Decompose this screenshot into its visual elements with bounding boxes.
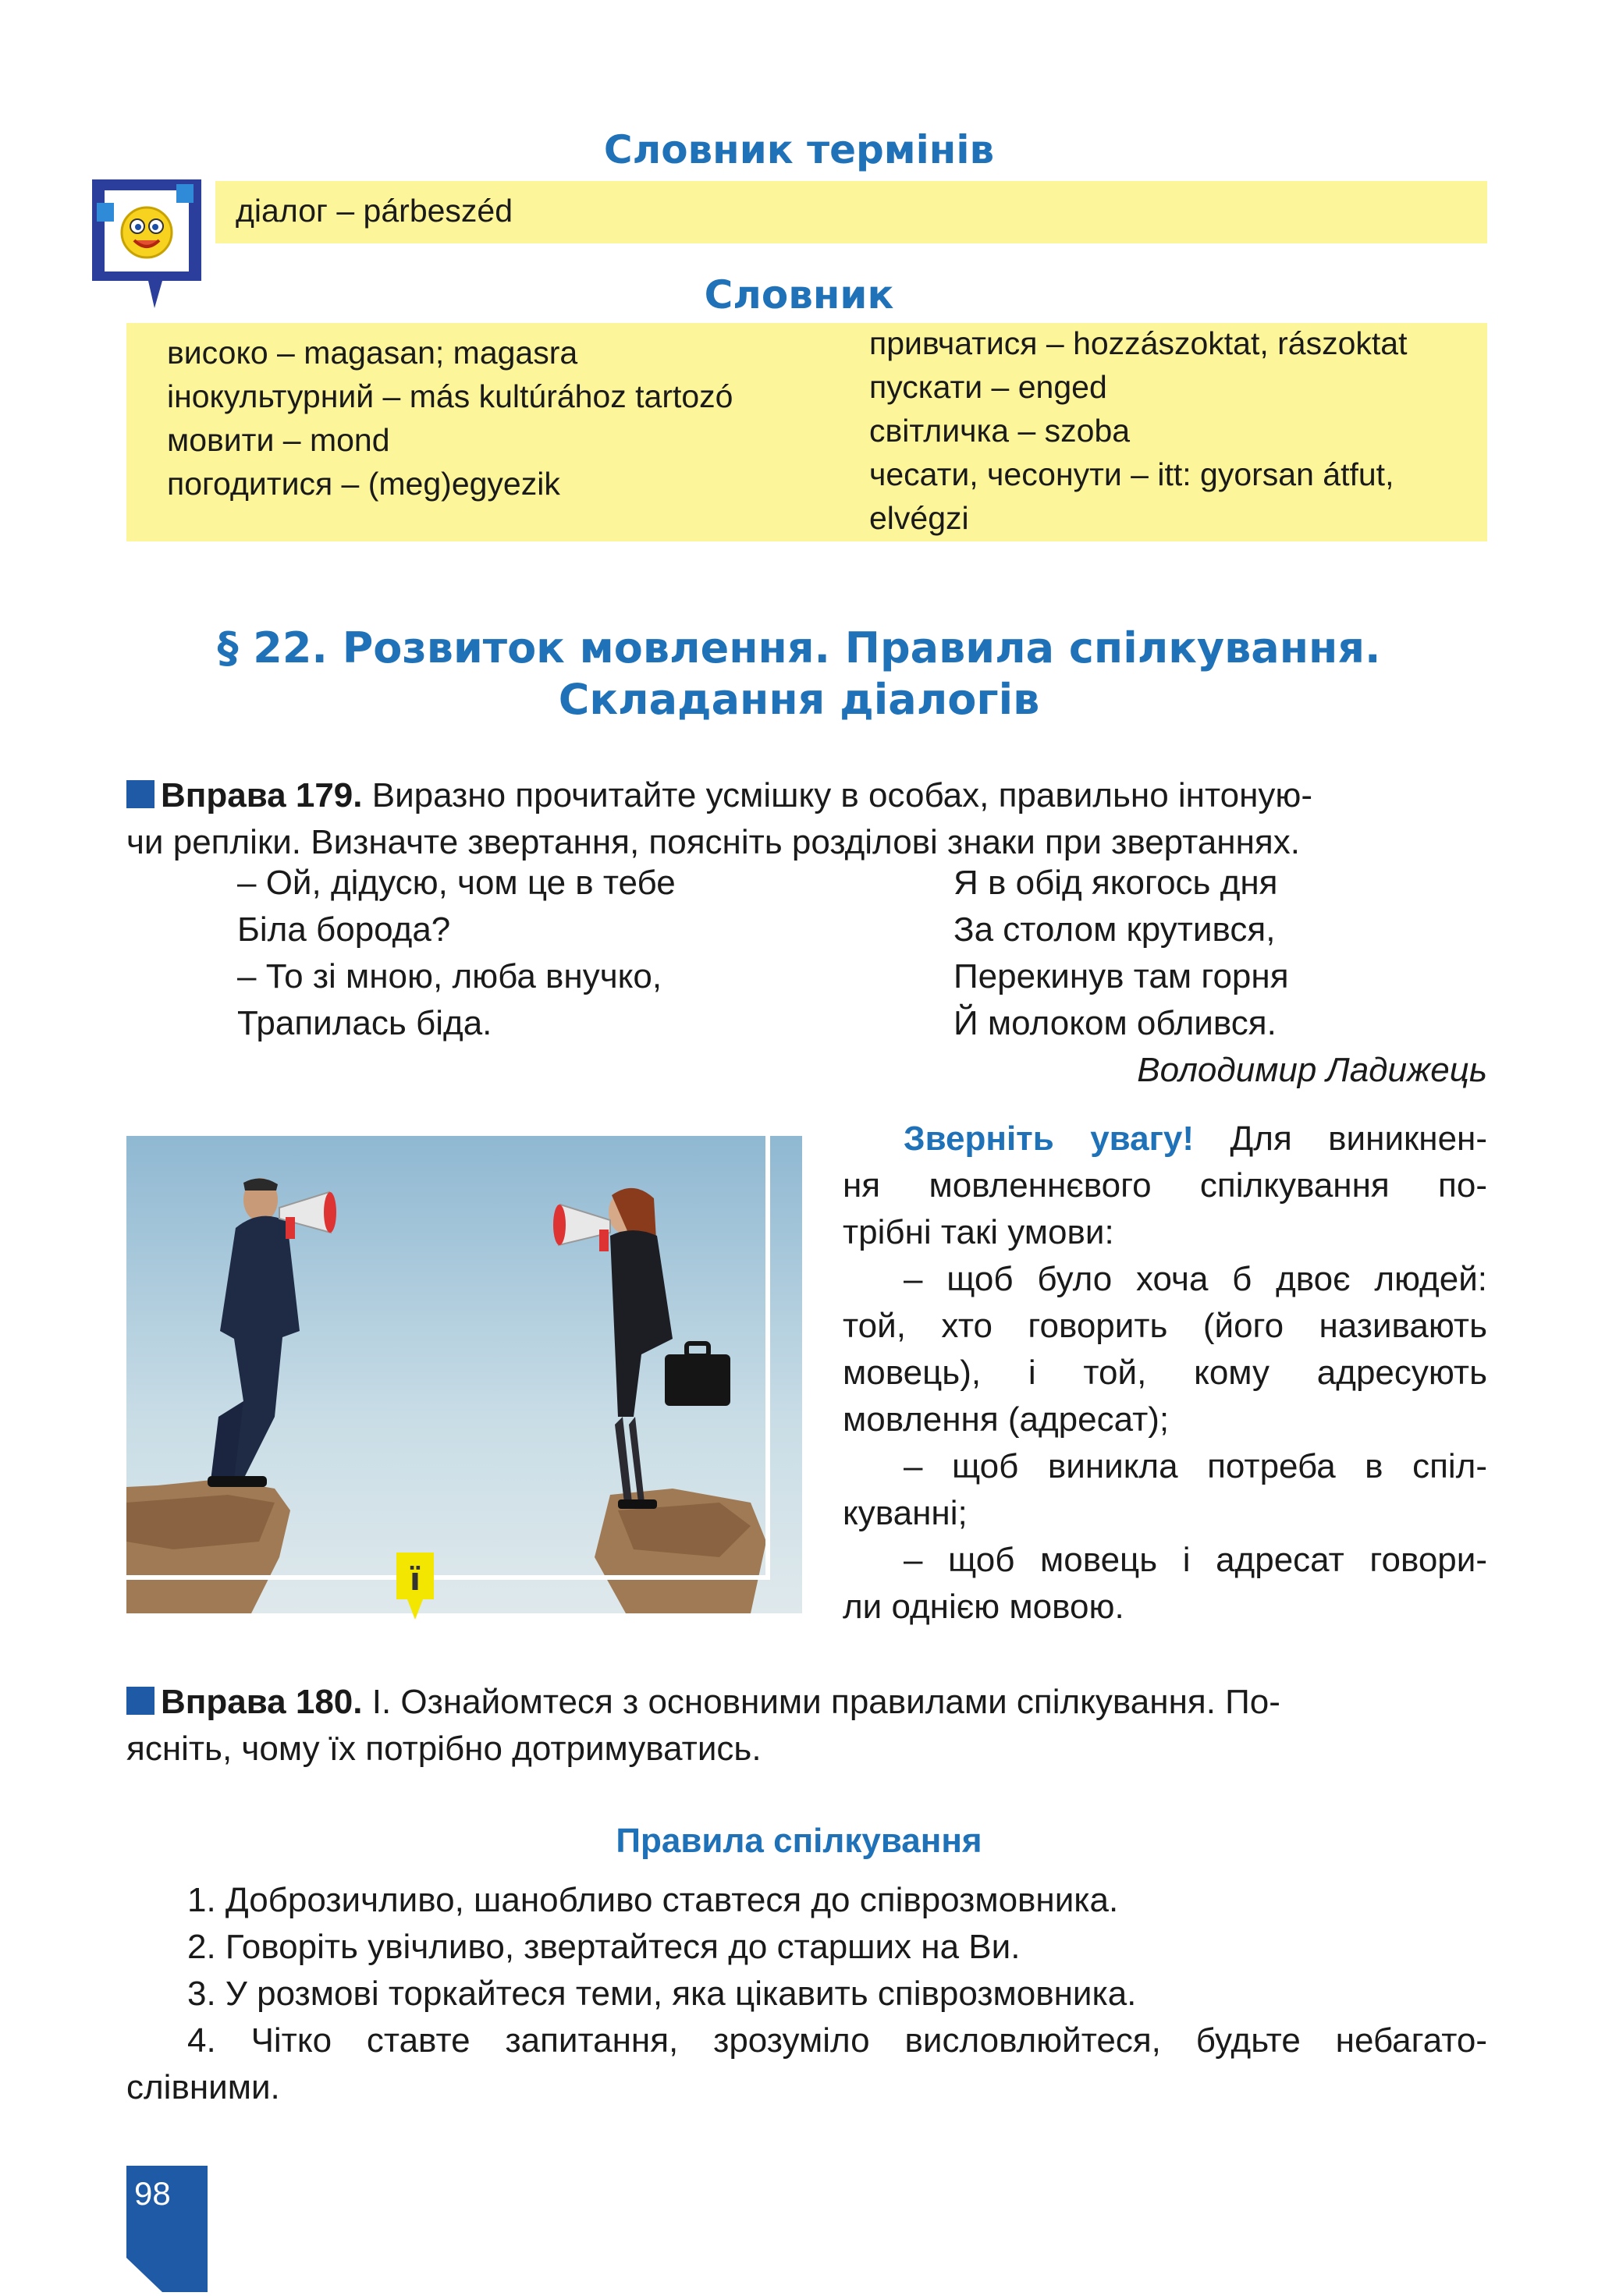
attention-text: мовець), і той, кому адресують (843, 1354, 1487, 1392)
rule-item: 2. Говоріть увічливо, звертайтеся до старших на Ви. (187, 1928, 1021, 1966)
exercise-text: чи репліки. Визначте звертання, поясніть розділові знаки при звертаннях. (126, 823, 1300, 861)
exercise-text: І. Ознайомтеся з основними правилами спілкування. По- (362, 1683, 1280, 1721)
poem-right (953, 860, 1289, 1047)
exercise-marker (126, 1687, 154, 1715)
exercise-marker (126, 780, 154, 808)
attention-text: ня мовленнєвого спілкування по- (843, 1166, 1487, 1205)
exercise-text: Виразно прочитайте усмішку в особах, правильно інтоную- (362, 776, 1313, 814)
marker-icon (396, 1553, 434, 1621)
rule-item: 3. У розмові торкайтеся теми, яка цікавить співрозмовника. (187, 1975, 1137, 2013)
illustration-megaphones (126, 1136, 802, 1613)
poem-line: Біла борода? (237, 910, 451, 949)
poem-line: – То зі мною, люба внучко, (237, 957, 662, 995)
exercise-180 (126, 1679, 1487, 1773)
dictionary-title: Словник (704, 272, 894, 318)
exercise-label: Вправа 179. (161, 776, 363, 814)
dictionary-right-item: привчатися – hozzászoktat, rászoktat (869, 325, 1408, 361)
section-title (0, 623, 1598, 726)
rule-item: 4. Чітко ставте запитання, зрозуміло висловлюйтеся, будьте небагато- (187, 2021, 1487, 2060)
dictionary-left-column (167, 331, 733, 506)
glossary-title: Словник термінів (603, 127, 995, 172)
dictionary-right-item: elvégzi (869, 500, 969, 536)
attention-label: Зверніть увагу! (904, 1120, 1195, 1158)
svg-text:ї: ї (410, 1562, 421, 1598)
poem-line: Й молоком облився. (953, 1004, 1277, 1042)
exercise-179 (126, 772, 1487, 866)
dictionary-right-item: пускати – enged (869, 369, 1107, 405)
poem-line: Трапилась біда. (237, 1004, 492, 1042)
attention-text: – щоб виникла потреба в спіл- (904, 1447, 1487, 1485)
attention-note (843, 1116, 1487, 1631)
dictionary-right-item: світличка – szoba (869, 413, 1131, 449)
poem-line: Я в обід якогось дня (953, 864, 1278, 902)
rule-item: слівними. (126, 2068, 280, 2106)
dictionary-left-item: високо – magasan; magasra (167, 335, 578, 371)
poem-line: За столом крутився, (953, 910, 1276, 949)
poem-line: – Ой, дідусю, чом це в тебе (237, 864, 676, 902)
dictionary-left-item: інокультурний – más kultúrához tartozó (167, 378, 733, 414)
rules-list (126, 1877, 1487, 2111)
attention-text: Для виникнен- (1194, 1120, 1487, 1158)
page-number-tab (126, 2166, 208, 2292)
poem-author: Володимир Ладижець (1137, 1051, 1487, 1089)
poem-line: Перекинув там горня (953, 957, 1289, 995)
attention-text: ли однією мовою. (843, 1588, 1124, 1626)
attention-text: мовлення (адресат); (843, 1400, 1170, 1439)
dictionary-box (126, 323, 1487, 541)
exercise-label: Вправа 180. (161, 1683, 363, 1721)
attention-text: трібні такі умови: (843, 1213, 1114, 1251)
page-number: 98 (134, 2175, 171, 2212)
glossary-box (215, 181, 1487, 243)
attention-text: – щоб було хоча б двоє людей: (904, 1260, 1487, 1298)
dictionary-right-column (869, 321, 1408, 540)
dictionary-left-item: мовити – mond (167, 422, 390, 458)
attention-text: той, хто говорить (його називають (843, 1307, 1487, 1345)
exercise-text: ясніть, чому їх потрібно дотримуватись. (126, 1730, 762, 1768)
rules-title: Правила спілкування (616, 1822, 982, 1860)
section-title-line: § 22. Розвиток мовлення. Правила спілкування. (217, 623, 1381, 672)
attention-text: – щоб мовець і адресат говори- (904, 1541, 1487, 1579)
dictionary-left-item: погодитися – (meg)egyezik (167, 466, 560, 502)
attention-text: куванні; (843, 1494, 968, 1532)
poem-left (237, 860, 676, 1047)
dictionary-right-item: чесати, чесонути – itt: gyorsan átfut, (869, 456, 1394, 492)
section-title-line: Складання діалогів (558, 675, 1040, 724)
rule-item: 1. Доброзичливо, шанобливо ставтеся до співрозмовника. (187, 1881, 1119, 1919)
glossary-entry: діалог – párbeszéd (236, 193, 513, 229)
